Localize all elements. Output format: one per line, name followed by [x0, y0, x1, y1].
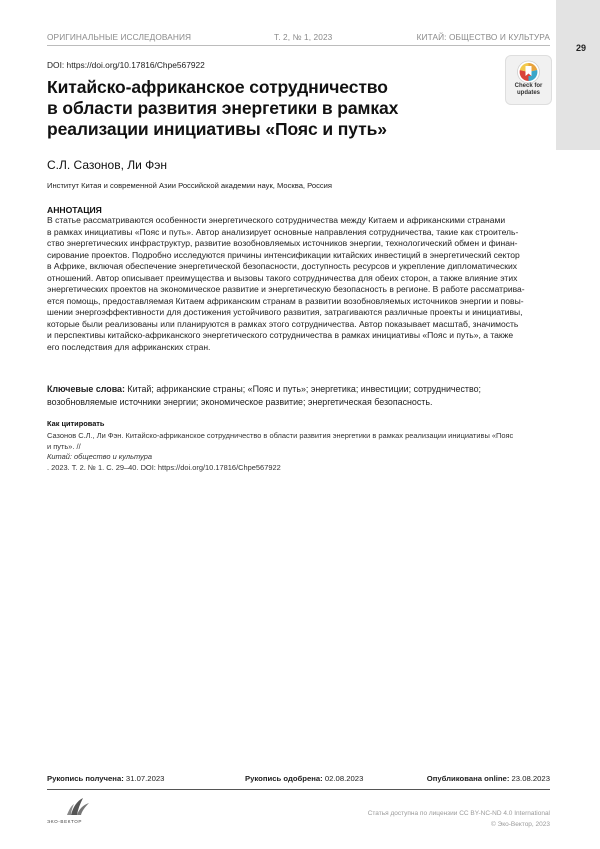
badge-label: [506, 83, 551, 97]
published-label: Опубликована online:: [426, 774, 510, 783]
received-date: [47, 774, 164, 783]
doi-link[interactable]: DOI: https://doi.org/10.17816/Chpe567922: [47, 60, 205, 70]
header-volume: Т. 2, № 1, 2023: [274, 32, 333, 42]
abstract-line: его последствия для африканских стран.: [47, 342, 211, 353]
title-line: в области развития энергетики в рамках: [47, 98, 399, 118]
badge-line: Check for: [514, 83, 543, 89]
header-section: ОРИГИНАЛЬНЫЕ ИССЛЕДОВАНИЯ: [47, 32, 192, 42]
publisher-logo-icon: [47, 795, 107, 820]
citation-line: [47, 442, 550, 474]
published-value: 23.08.2023: [509, 774, 550, 783]
article-title: [47, 77, 467, 140]
header-journal: КИТАЙ: ОБЩЕСТВО И КУЛЬТУРА: [416, 32, 550, 42]
abstract-line: которые были реализованы или планируются в рамках этого сотрудничества. Автор показывает масштаб, значимость: [47, 318, 519, 329]
authors: С.Л. Сазонов, Ли Фэн: [47, 158, 168, 172]
abstract-body: [47, 215, 550, 354]
crossmark-icon: [516, 60, 541, 84]
abstract-line: ство энергетических инфраструктур, развитие возобновляемых источников энергии, технологический обмен и финан-: [47, 238, 518, 249]
citation-journal: Китай: общество и культура: [47, 452, 153, 461]
abstract-heading: АННОТАЦИЯ: [47, 205, 102, 215]
check-for-updates-badge[interactable]: [505, 55, 552, 105]
side-tab: [556, 0, 600, 150]
citation-heading: Как цитировать: [47, 419, 105, 428]
approved-value: 02.08.2023: [322, 774, 364, 783]
abstract-line: ется помощь, предоставляемая Китаем африканским странам в развитии возобновляемых источников энергии и повы-: [47, 295, 524, 306]
abstract-line: в рамках инициативы «Пояс и путь». Автор анализирует основные направления сотрудничества, такие как строитель-: [47, 226, 519, 237]
citation-pre: и путь». //: [47, 441, 81, 451]
citation-body: [47, 431, 550, 473]
citation-line: Сазонов С.Л., Ли Фэн. Китайско-африканское сотрудничество в области развития энергетики в рамках реализации инициативы «Пояс: [47, 431, 514, 440]
publisher-logo-text: ЭКО-ВЕКТОР: [47, 819, 83, 824]
keywords-label: Ключевые слова:: [47, 384, 125, 394]
running-header: [47, 32, 550, 46]
abstract-line: отношений. Автор описывает преимущества и вызовы такого сотрудничества для обеих сторон, а также влияние этих: [47, 272, 518, 283]
abstract-line: В статье рассматриваются особенности энергетического сотрудничества между Китаем и африканскими странами: [47, 215, 506, 225]
title-line: реализации инициативы «Пояс и путь»: [47, 119, 387, 139]
received-label: Рукопись получена:: [47, 774, 124, 783]
title-line: Китайско-африканское сотрудничество: [47, 77, 388, 97]
keywords-text: Китай; африканские страны; «Пояс и путь»; энергетика; инвестиции; сотрудничество; возобновляемые источники энергии; экономическое развитие; энергетическая безопасность.: [47, 384, 482, 407]
abstract-line: и перспективы китайско-африканского энергетического сотрудничества в рамках инициативы «Пояс и путь», а также: [47, 330, 514, 341]
page-number: 29: [575, 43, 586, 53]
badge-line: updates: [516, 90, 540, 96]
abstract-line: шении энергоэффективности для достижения устойчивого развития, затрагиваются различные проекты и инициативы,: [47, 307, 523, 318]
abstract-line: энергетических проектов на экономическое развитие и энергетическую безопасность в регионе. В работе рассматрива-: [47, 284, 525, 295]
approved-label: Рукопись одобрена:: [245, 774, 323, 783]
keywords: [47, 383, 550, 409]
abstract-line: в Африке, включая обеспечение энергетической безопасности, доступность ресурсов и укрепление дипломатических: [47, 261, 518, 272]
copyright-text: © Эко-Вектор, 2023: [490, 821, 550, 828]
citation-post: . 2023. Т. 2. № 1. С. 29–40. DOI: https://doi.org/10.17816/Chpe567922: [47, 462, 281, 472]
license-text: Статья доступна по лицензии CC BY-NC-ND 4.0 International: [367, 810, 550, 817]
abstract-line: сирование проектов. Подробно исследуются причины интенсификации китайских инвестиций в энергетический сектор: [47, 249, 520, 260]
approved-date: [245, 774, 363, 783]
received-value: 31.07.2023: [123, 774, 165, 783]
footer-divider: [47, 789, 550, 790]
affiliation: Институт Китая и современной Азии Российской академии наук, Москва, Россия: [47, 181, 333, 190]
manuscript-dates: [47, 774, 550, 786]
published-date: [427, 774, 550, 783]
